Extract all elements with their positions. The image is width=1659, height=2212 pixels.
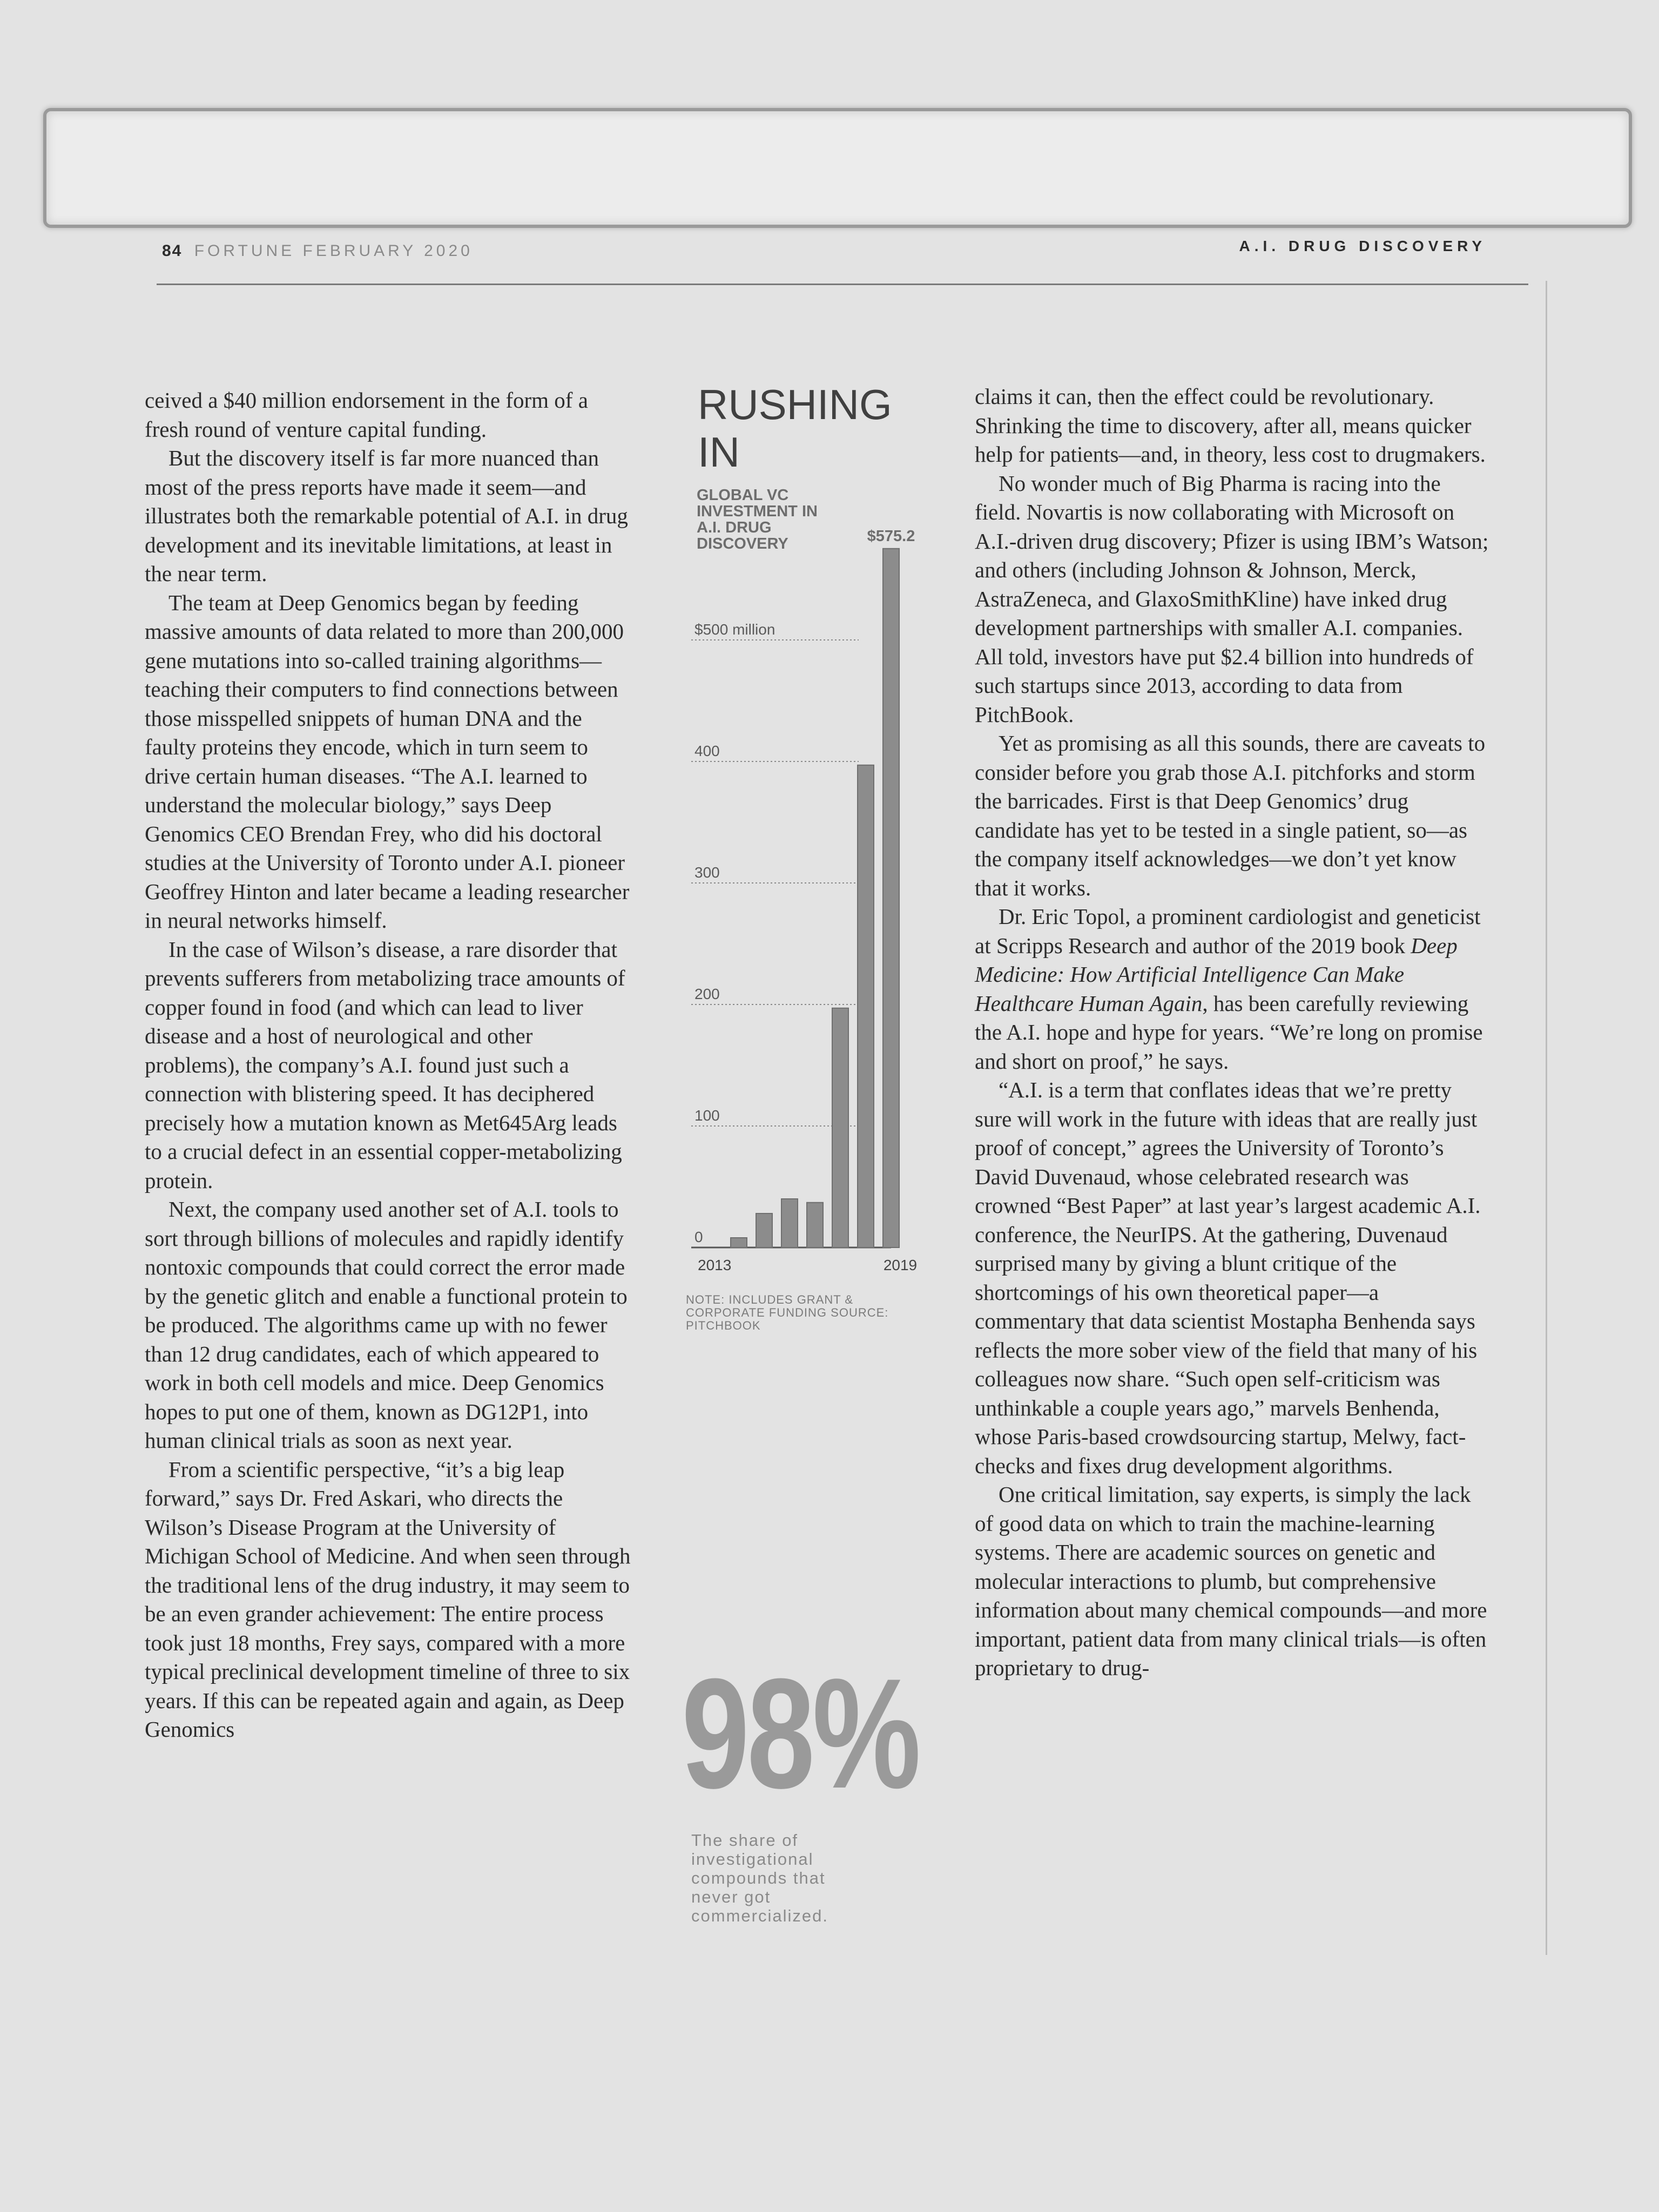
- paragraph: “A.I. is a term that conflates ideas that we’re pretty sure will work in the future with ideas that are really just proof of concept,” agrees the University of Toronto’s David Duvenaud, whose celebrated research was crowned “Best Paper” at last year’s largest academic A.I. conference, the NeurIPS. At the gathering, Duvenaud surprised many by giving a blunt critique of the shortcomings of his own theoretical paper—a commentary that data scientist Mostapha Benhenda says reflects the more sober view of the field that many of his colleagues now share. “Such open self-criticism was unthinkable a couple years ago,” marvels Benhenda, whose Paris-based crowdsourcing startup, Melwy, fact-checks and fixes drug development algorithms.: [975, 1077, 1481, 1478]
- paragraph: From a scientific perspective, “it’s a big leap forward,” says Dr. Fred Askari, who directs the Wilson’s Disease Program at the University of Michigan School of Medicine. And when seen through the traditional lens of the drug industry, it may seem to be an even grander achievement: The entire process took just 18 months, Frey says, compared with a more typical preclinical development timeline of three to six years. If this can be repeated again and again, as Deep Genomics: [145, 1456, 631, 1742]
- bar: [807, 1203, 823, 1247]
- paragraph: claims it can, then the effect could be revolutionary. Shrinking the time to discovery, after all, means quicker help for patients—and, in theory, less cost to drugmakers.: [975, 384, 1486, 467]
- paragraph: No wonder much of Big Pharma is racing into the field. Novartis is now collaborating with Microsoft on A.I.-driven drug discovery; Pfizer is using IBM’s Watson; and others (including Johnson & Johnson, Merck, AstraZeneca, and GlaxoSmithKline) have inked drug development partnerships with smaller A.I. companies. All told, investors have put $2.4 billion into hundreds of such startups since 2013, according to data from PitchBook.: [975, 470, 1489, 727]
- paragraph: Next, the company used another set of A.I. tools to sort through billions of molecules and rapidly identify nontoxic compounds that could correct the error made by the genetic glitch and enable a functional protein to be produced. The algorithms came up with no fewer than 12 drug candidates, each of which appeared to work in both cell models and mice. Deep Genomics hopes to put one of them, known as DG12P1, into human clinical trials as soon as next year.: [145, 1197, 628, 1453]
- bar: [832, 1008, 848, 1247]
- y-tick-label: 400: [694, 743, 720, 759]
- overlay-band: [43, 108, 1632, 228]
- bar: [858, 765, 874, 1247]
- paragraph: In the case of Wilson’s disease, a rare disorder that prevents sufferers from metabolizing trace amounts of copper found in food (and which can lead to liver disease and a host of neurological and other problems), the company’s A.I. found just such a connection with blistering speed. It has deciphered precisely how a mutation known as Met645Arg leads to a crucial defect in an essential copper-metabolizing protein.: [145, 936, 625, 1193]
- header-rule: [157, 284, 1528, 285]
- y-tick-label: 300: [694, 864, 720, 881]
- x-tick-label: 2013: [698, 1257, 732, 1273]
- page-folio: [162, 242, 473, 260]
- bar: [781, 1199, 798, 1247]
- bar: [756, 1213, 772, 1247]
- bar-chart: [686, 508, 918, 1274]
- y-tick-label: 0: [694, 1229, 703, 1245]
- publication-name: FORTUNE FEBRUARY 2020: [194, 242, 473, 260]
- paragraph: Yet as promising as all this sounds, there are caveats to consider before you grab those A.I. pitchforks and storm the barricades. First is that Deep Genomics’ drug candidate has yet to be tested in a single patient, so—as the company itself acknowledges—we don’t yet know that it works.: [975, 731, 1486, 900]
- text-run: , has been carefully reviewing the A.I. hope and hype for years. “We’re long on promise and short on proof,” he says.: [975, 990, 1483, 1074]
- body-column-right: [975, 382, 1491, 1683]
- chart-subtitle: GLOBAL VC INVESTMENT IN A.I. DRUG DISCOVERY: [697, 487, 818, 552]
- text-run: Dr. Eric Topol, a prominent cardiologist and geneticist at Scripps Research and author of the 2019 book: [975, 904, 1481, 958]
- page-number: 84: [162, 242, 183, 260]
- book-title: Deep Medicine: How Artificial Intelligence Can Make Healthcare Human Again: [975, 933, 1458, 1016]
- y-tick-label: 100: [694, 1107, 720, 1124]
- y-tick-label: 200: [694, 986, 720, 1002]
- column-rule: [1546, 281, 1547, 1955]
- paragraph: The team at Deep Genomics began by feeding massive amounts of data related to more than 200,000 gene mutations into so-called training algorithms—teaching their computers to find connections between those misspelled snippets of human DNA and the faulty proteins they encode, which in turn seem to drive certain human diseases. “The A.I. learned to understand the molecular biology,” says Deep Genomics CEO Brendan Frey, who did his doctoral studies at the University of Toronto under A.I. pioneer Geoffrey Hinton and later became a leading researcher in neural networks himself.: [145, 590, 630, 933]
- stat-value: 98%: [682, 1646, 919, 1821]
- body-column-left: [145, 386, 631, 1744]
- bar: [883, 549, 899, 1247]
- paragraph: One critical limitation, say experts, is simply the lack of good data on which to train the machine-learning systems. There are academic sources on genetic and molecular interactions to plumb, but comprehensive information about many chemical compounds—and more important, patient data from many clinical trials—is often proprietary to drug-: [975, 1482, 1487, 1680]
- paragraph: ceived a $40 million endorsement in the form of a fresh round of venture capital funding.: [145, 388, 588, 442]
- bar-value-label: $575.2: [867, 527, 915, 545]
- y-tick-label: $500 million: [694, 621, 775, 638]
- chart-note: NOTE: INCLUDES GRANT & CORPORATE FUNDING SOURCE: PITCHBOOK: [686, 1293, 889, 1332]
- section-title: A.I. DRUG DISCOVERY: [1239, 238, 1486, 254]
- stat-caption: The share of investigational compounds that never got commercialized.: [691, 1831, 828, 1925]
- x-tick-label: 2019: [883, 1257, 918, 1273]
- chart-title: RUSHING IN: [698, 381, 892, 476]
- paragraph: [975, 902, 1491, 1076]
- paragraph: But the discovery itself is far more nuanced than most of the press reports have made it seem—and illustrates both the remarkable potential of A.I. in drug development and its inevitable limitations, at least in the near term.: [145, 446, 628, 586]
- bar: [731, 1238, 747, 1247]
